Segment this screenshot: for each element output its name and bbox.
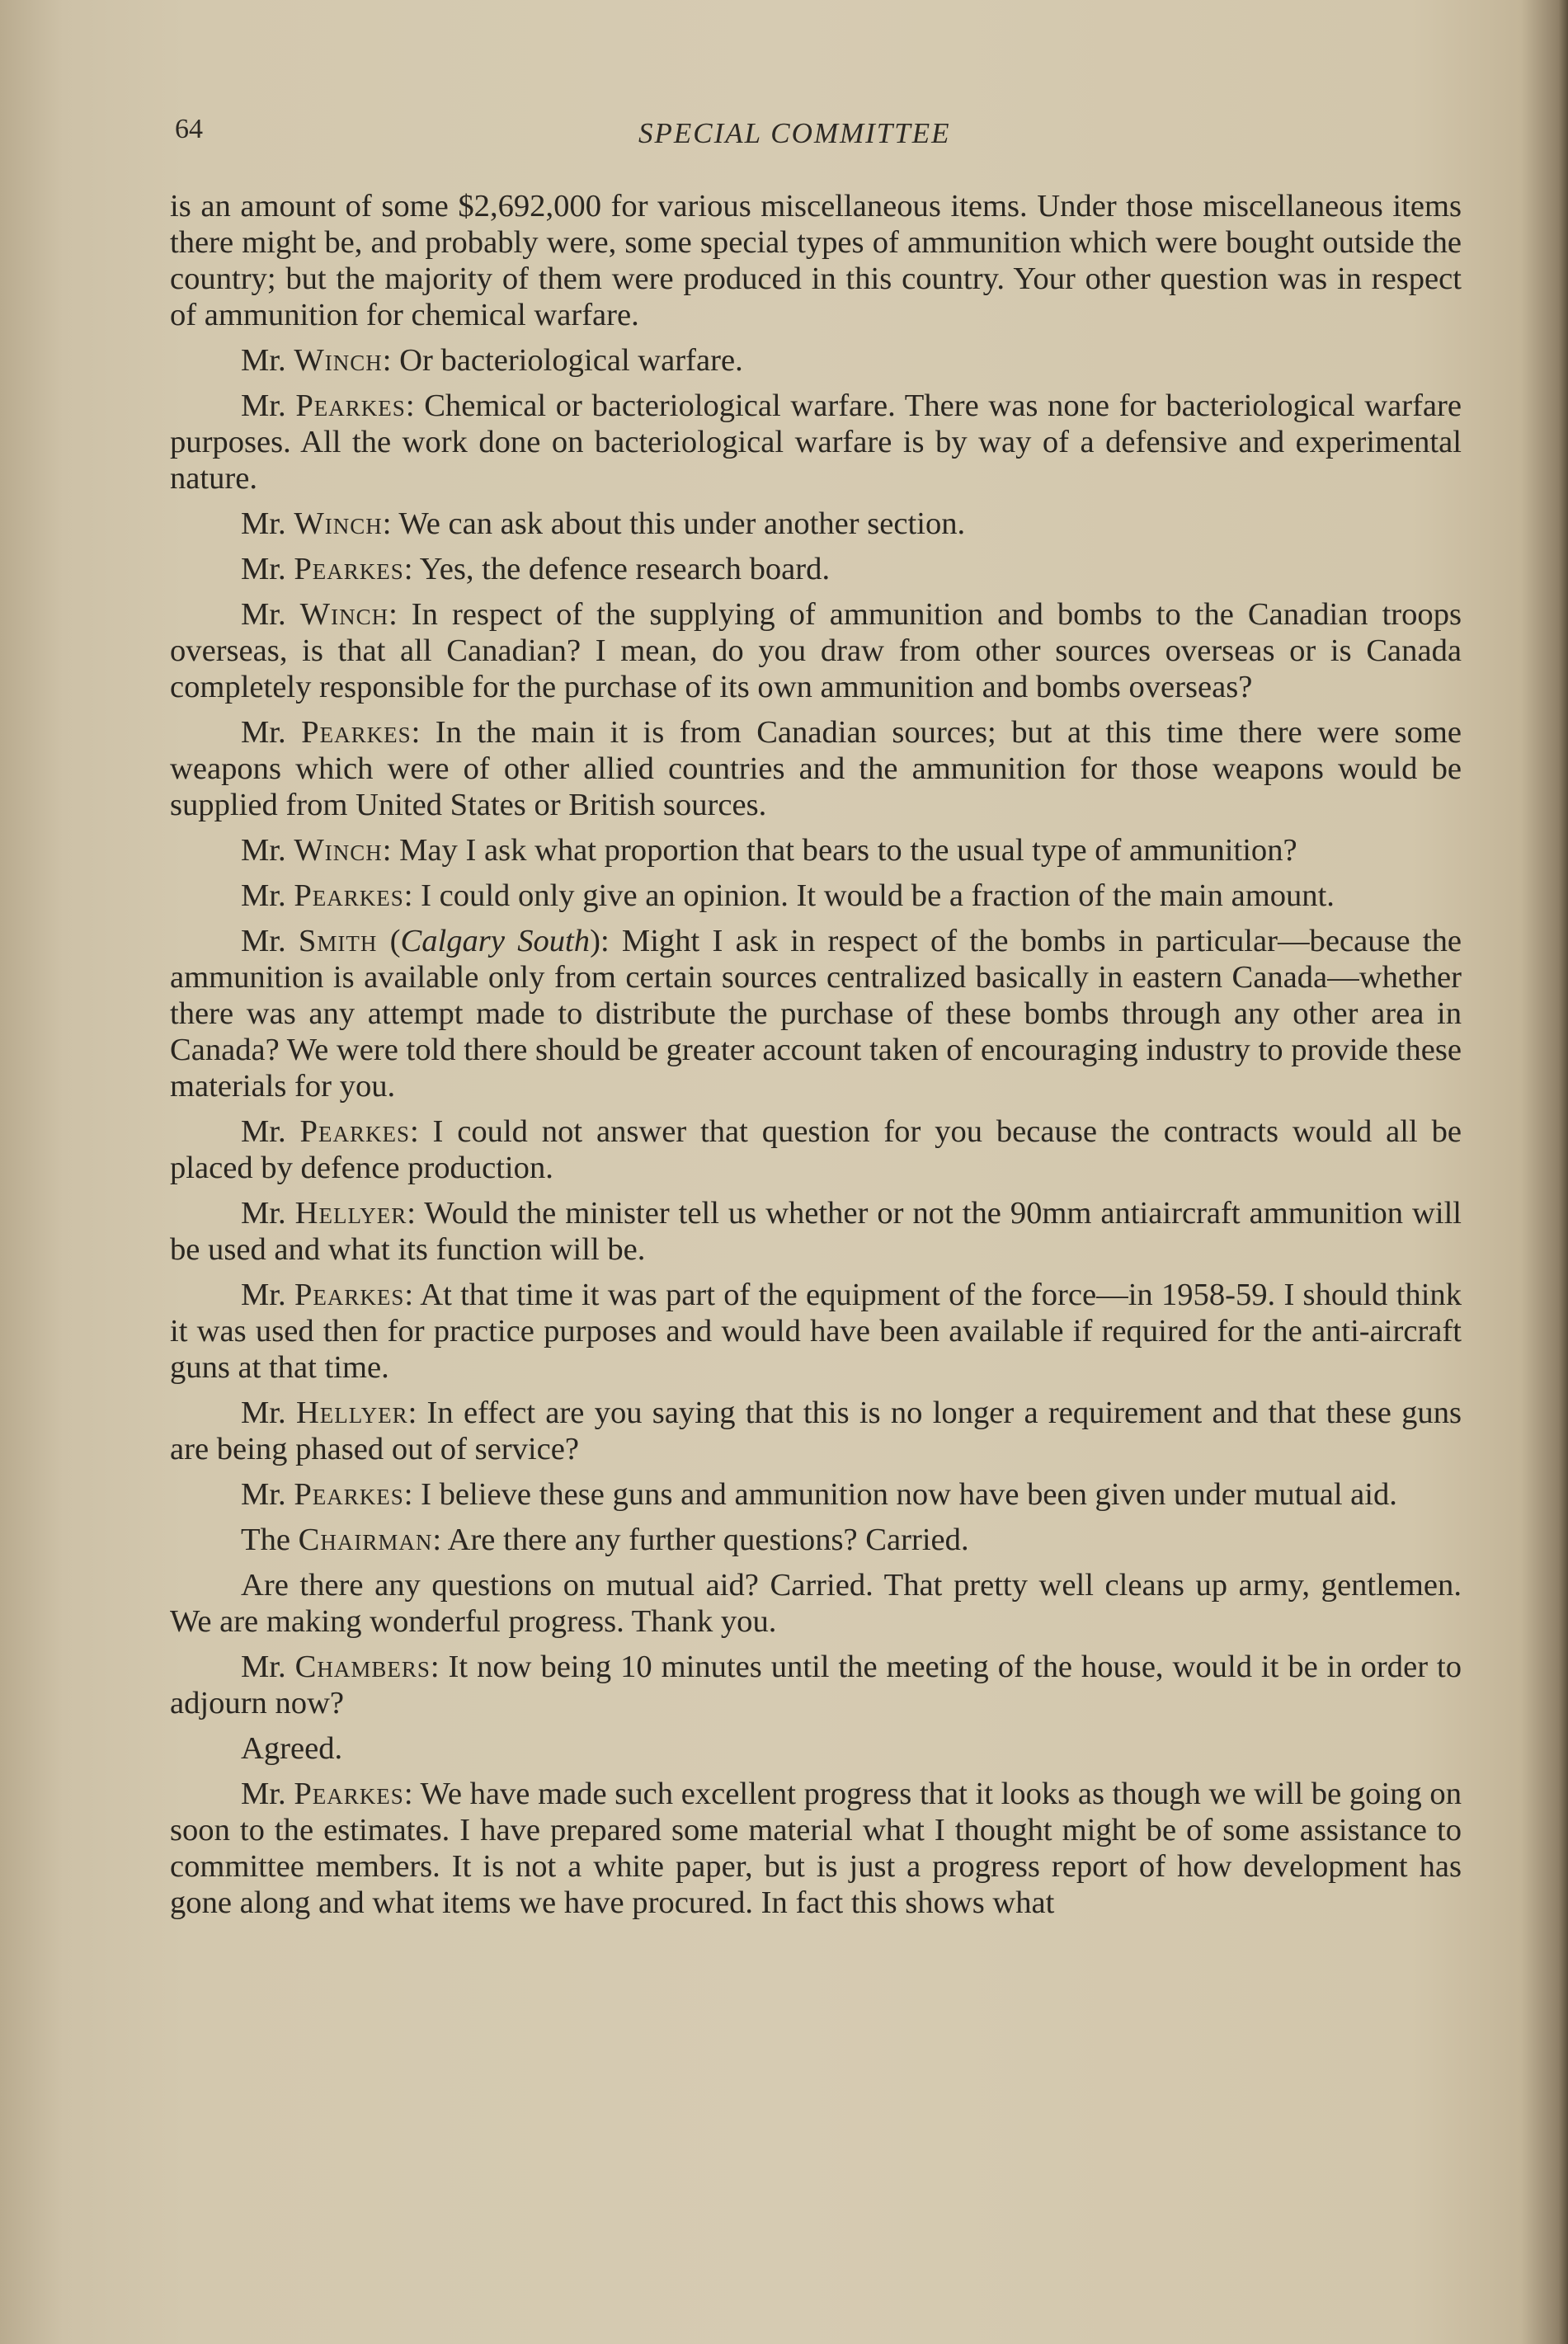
paragraph [170,1277,1462,1386]
speaker-name: Hellyer [295,1396,408,1430]
paragraph-text: : May I ask what proportion that bears to the usual type of ammunition? [382,833,1297,868]
speaker-name: Pearkes [295,388,406,423]
paragraph [170,1195,1462,1268]
paragraph [170,188,1462,333]
paragraph-text: : I believe these guns and ammunition now have been given under mutual aid. [403,1477,1397,1512]
paragraph-text: : In respect of the supplying of ammunition and bombs to the Canadian troops overseas, is that all Canadian? I mean, do you draw from other sources overseas or is Canada completely responsible for the purchase of its own ammunition and bombs overseas? [170,597,1462,704]
paragraph-text: : I could only give an opinion. It would be a fraction of the main amount. [403,878,1335,913]
speaker-prefix: Mr. [241,1196,295,1231]
speaker-name: Pearkes [294,1477,404,1512]
paragraph-text: : Chemical or bacteriological warfare. There was none for bacteriological warfare purposes. All the work done on bacteriological warfare is by way of a defensive and experimental nature. [170,388,1462,496]
paragraph [170,342,1462,379]
paragraph-text: : I could not answer that question for you because the contracts would all be placed by defence production. [170,1114,1462,1185]
paragraph-text: : In the main it is from Canadian sources; but at this time there were some weapons which were of other allied countries and the ammunition for those weapons would be supplied from United States or British sources. [170,715,1462,822]
paragraph-text: : We can ask about this under another section. [382,506,966,541]
paragraph-text: : Might I ask in respect of the bombs in particular—because the ammunition is available only from certain sources centralized basically in eastern Canada—whether there was any attempt made to distribute the purchase of these bombs through any other area in Canada? We were told there should be greater account taken of encouraging industry to provide these materials for you. [170,924,1462,1104]
speaker-prefix: Mr. [241,388,296,423]
speaker-name: Smith [298,924,378,958]
paragraph-text: : Or bacteriological warfare. [382,343,743,378]
speaker-name: Pearkes [294,1777,404,1811]
paragraph [170,1113,1462,1186]
speaker-name: Pearkes [299,1114,410,1149]
paragraph-text: : We have made such excellent progress that it looks as though we will be going on soon to the estimates. I have prepared some material what I thought might be of some assistance to committee members. It is not a white paper, but is just a progress report of how development has gone along and what items we have procured. In fact this shows what [170,1777,1462,1920]
speaker-prefix: Mr. [241,343,294,378]
paragraph [170,878,1462,914]
paragraph-text: Are there any questions on mutual aid? Carried. That pretty well cleans up army, gentlemen. We are making wonderful progress. Thank you. [170,1568,1462,1639]
speaker-prefix: Mr. [241,552,294,586]
speaker-name: Hellyer [294,1196,407,1231]
paragraph [170,1522,1462,1558]
paragraph [170,1730,1462,1767]
paragraph [170,1776,1462,1921]
speaker-name: Pearkes [294,552,404,586]
paragraph: Mr. Smith (Calgary South): Might I ask in respect of the bombs in particular—because the ammunition is available only from certain sources centralized basically in eastern Canada—whether there was any attempt made to distribute the purchase of these bombs through any other area in Canada? We were told there should be greater account taken of encouraging industry to provide these materials for you. [170,924,1462,1104]
speaker-prefix: Mr. [241,1650,295,1684]
speaker-prefix: Mr. [241,1396,296,1430]
paragraph [170,1395,1462,1467]
paragraph [170,388,1462,497]
header-title: SPECIAL COMMITTEE [638,117,951,149]
paragraph [170,714,1462,823]
transcript-body [170,188,1462,1930]
speaker-prefix: Mr. [241,715,302,750]
paragraph-text: : Yes, the defence research board. [403,552,831,586]
running-head [0,114,1568,155]
paragraph [170,832,1462,868]
speaker-prefix: Mr. [241,506,294,541]
paragraph-text: : In effect are you saying that this is no longer a requirement and that these guns are being phased out of service? [170,1396,1462,1466]
paragraph-text: Agreed. [241,1731,343,1766]
speaker-name: Chairman [298,1523,433,1557]
paragraph-text: : Are there any further questions? Carried. [432,1523,969,1557]
paragraph-text: is an amount of some $2,692,000 for various miscellaneous items. Under those miscellaneous items there might be, and probably were, some special types of ammunition which were bought outside the country; but the majority of them were produced in this country. Your other question was in respect of ammunition for chemical warfare. [170,189,1462,332]
speaker-prefix: Mr. [241,597,300,632]
speaker-name: Pearkes [294,1278,405,1312]
speaker-name: Winch [299,597,389,632]
paragraph [170,551,1462,587]
paragraph [170,506,1462,542]
speaker-prefix: Mr. [241,1114,300,1149]
speaker-name: Pearkes [294,878,404,913]
speaker-name: Winch [294,343,383,378]
constituency: Calgary South [400,924,591,958]
paragraph [170,596,1462,705]
speaker-name: Winch [294,833,383,868]
paragraph-text: : Would the minister tell us whether or not the 90mm antiaircraft ammunition will be used and what its function will be. [170,1196,1462,1267]
speaker-prefix: Mr. [241,1278,294,1312]
paragraph [170,1567,1462,1640]
speaker-prefix: The [241,1523,299,1557]
paragraph [170,1476,1462,1513]
speaker-prefix: Mr. [241,924,299,958]
speaker-prefix: Mr. [241,1477,294,1512]
page-number: 64 [175,114,203,144]
paragraph-text: : At that time it was part of the equipment of the force—in 1958-59. I should think it was used then for practice purposes and would have been available if required for the anti-aircraft guns at that time. [170,1278,1462,1385]
paragraph-text: : It now being 10 minutes until the meeting of the house, would it be in order to adjourn now? [170,1650,1462,1720]
speaker-name: Chambers [294,1650,431,1684]
speaker-name: Winch [294,506,383,541]
speaker-prefix: Mr. [241,1777,294,1811]
speaker-prefix: Mr. [241,833,294,868]
speaker-name: Pearkes [301,715,412,750]
speaker-prefix: Mr. [241,878,294,913]
paragraph [170,1649,1462,1721]
